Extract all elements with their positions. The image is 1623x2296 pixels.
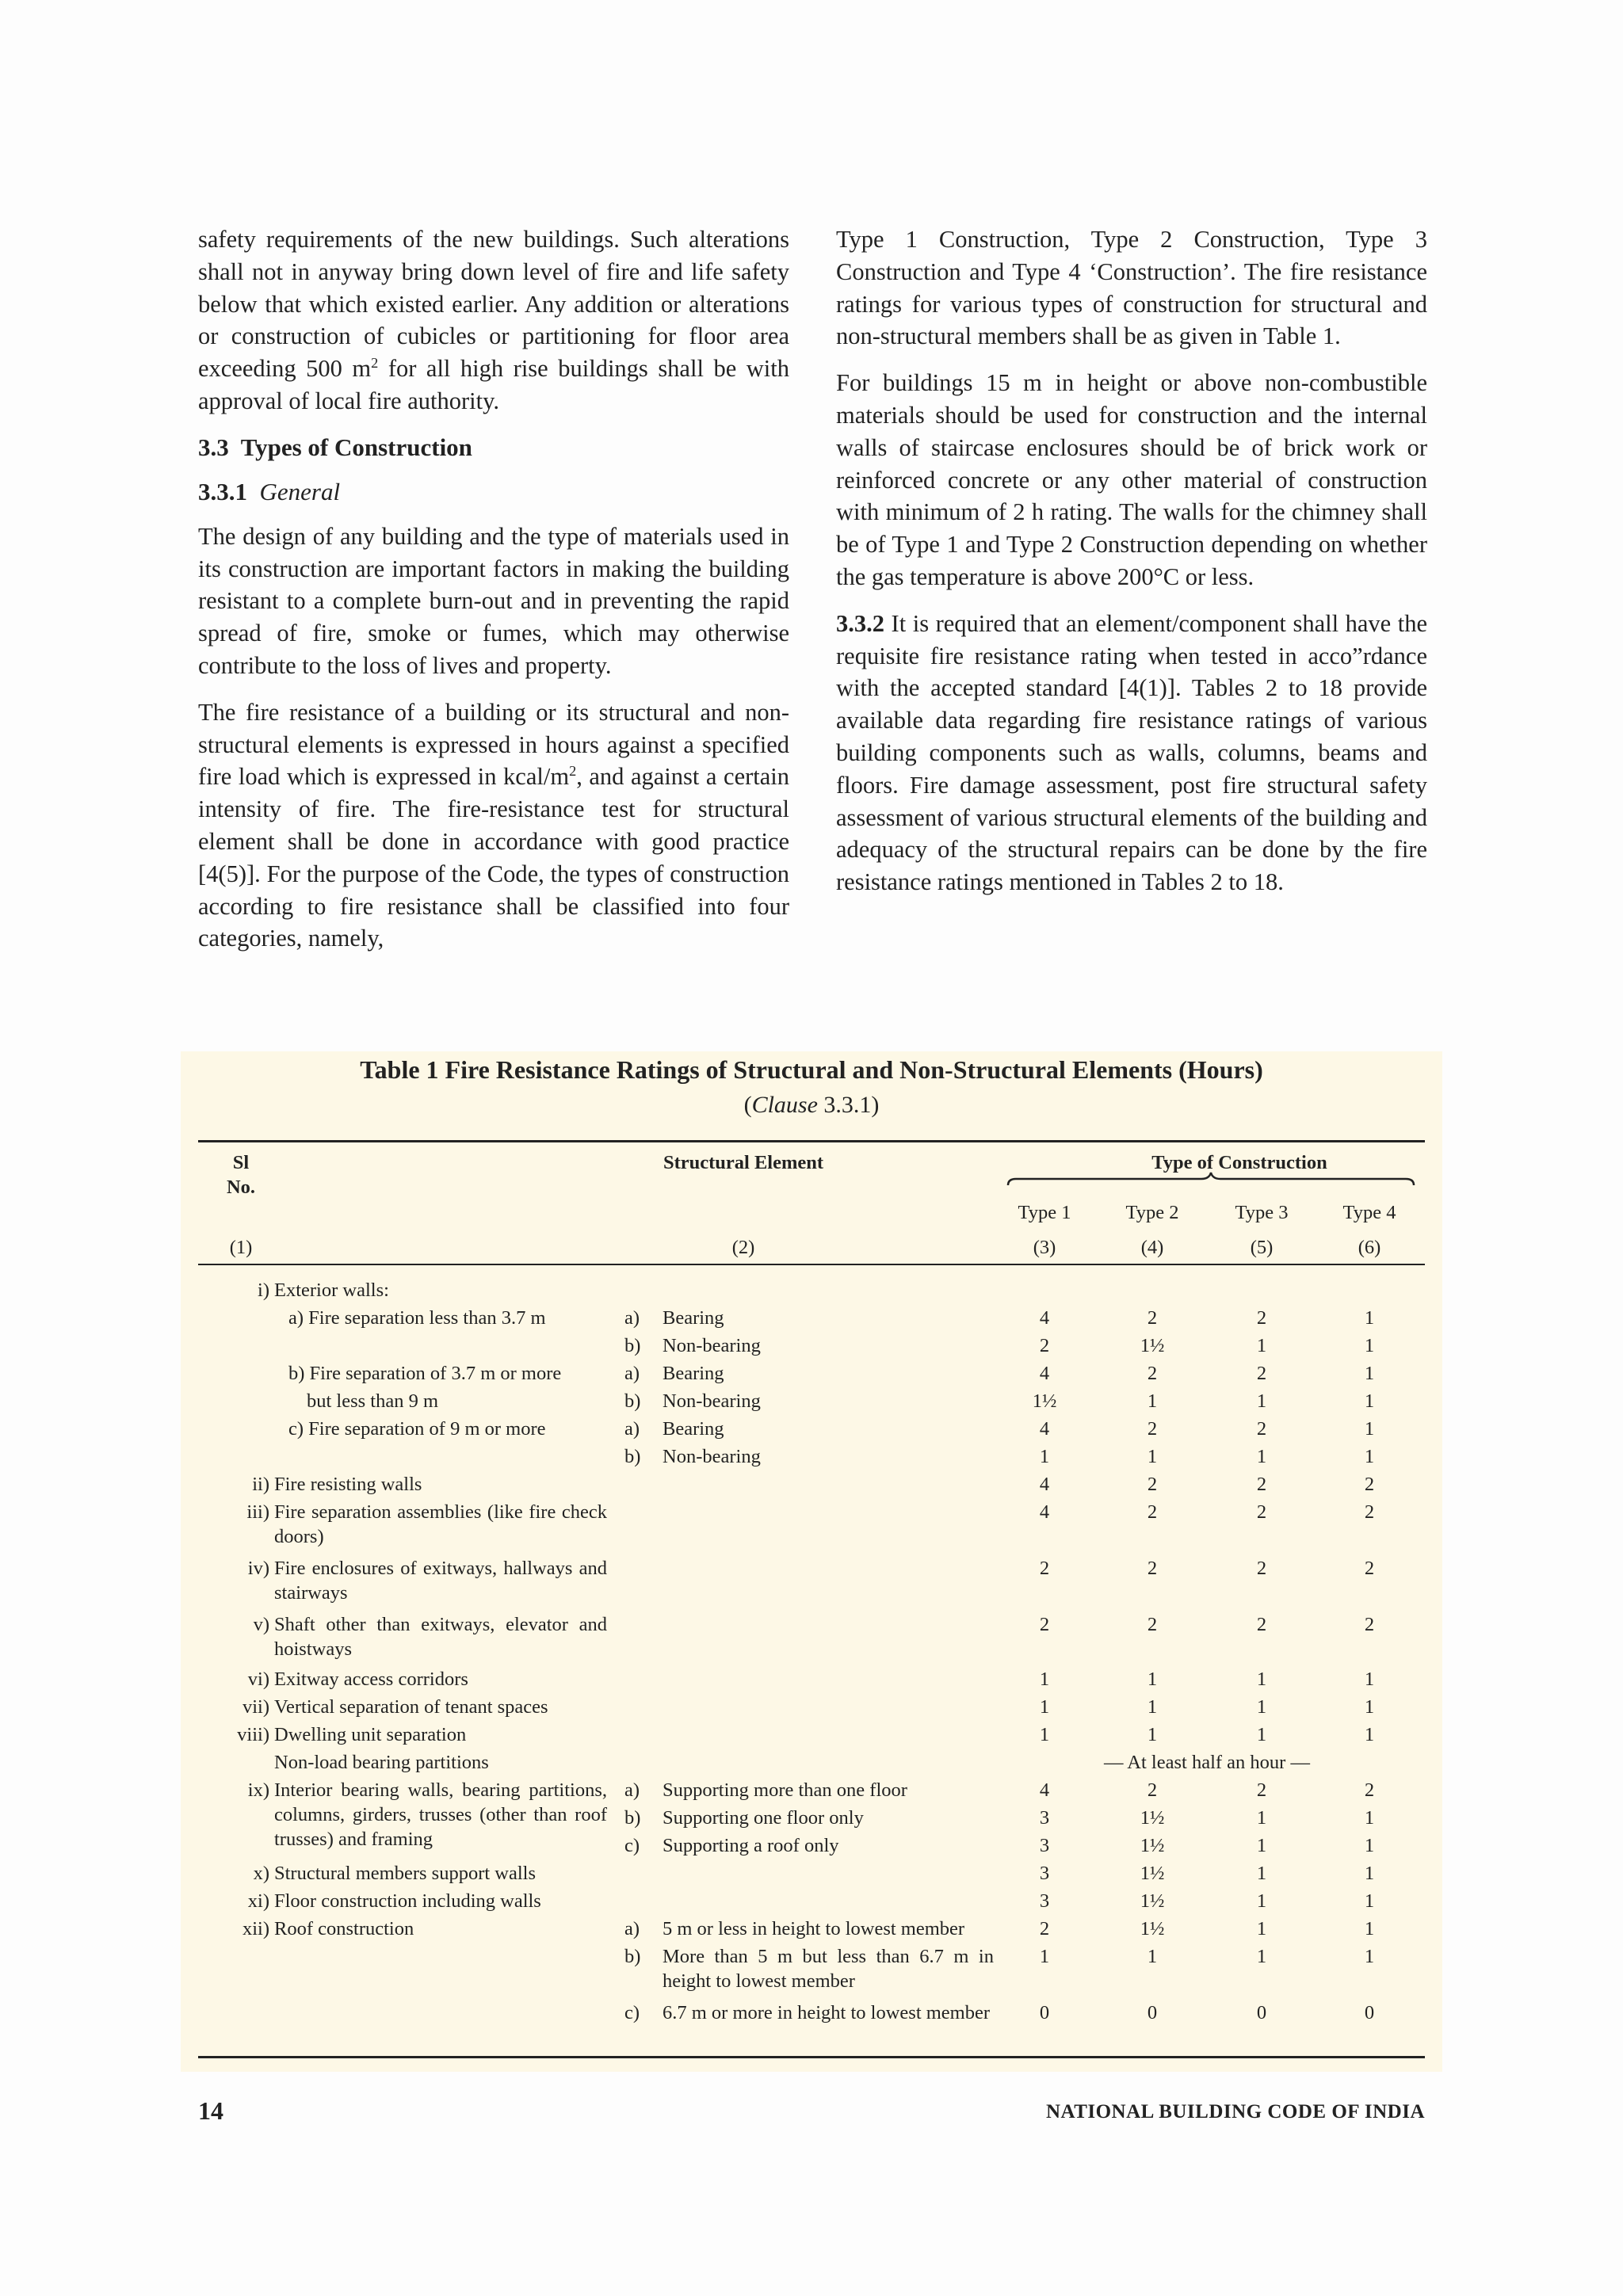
paragraph: safety requirements of the new buildings. Such alterations shall not in anyway bring down level of fire and life safety below that which existed earlier. Any addition or alterations or construction of cubicles or partitioning for floor area exceeding 500 $m^2$ for all high rise buildings shall be with approval of local fire authority. xyxy=(198,226,789,414)
rating-type-1: 2 xyxy=(1039,1558,1050,1579)
table-bottom-rule xyxy=(198,2056,1425,2058)
rating-type-2: 1½ xyxy=(1140,1918,1165,1939)
rating-type-4: 2 xyxy=(1364,1501,1375,1523)
sub-label: b) xyxy=(624,1807,641,1829)
rating-type-3: 1 xyxy=(1256,1390,1267,1412)
rating-type-2: 1 xyxy=(1147,1946,1158,1967)
structural-element: Structural members support walls xyxy=(274,1863,537,1884)
type-2-header: Type 2 xyxy=(1125,1202,1179,1223)
rating-type-4: 1 xyxy=(1364,1807,1375,1829)
structural-element: Floor construction including walls xyxy=(274,1890,541,1912)
sub-element: Supporting a roof only xyxy=(663,1835,839,1856)
rating-type-2: 1 xyxy=(1147,1446,1158,1467)
structural-element: a) Fire separation less than 3.7 m xyxy=(288,1307,546,1329)
rating-type-1: 1 xyxy=(1039,1446,1050,1467)
sub-label: c) xyxy=(624,1835,640,1856)
rating-type-1: 1 xyxy=(1039,1724,1050,1745)
sub-label: b) xyxy=(624,1446,641,1467)
rating-type-3: 1 xyxy=(1256,1669,1267,1690)
rating-type-1: 3 xyxy=(1039,1807,1050,1829)
rating-type-2: 2 xyxy=(1147,1418,1158,1440)
rating-type-2: 1½ xyxy=(1140,1807,1165,1829)
subsection-heading: 3.3.1 General xyxy=(198,477,341,505)
col-number-4: (4) xyxy=(1140,1237,1164,1258)
rating-type-2: 0 xyxy=(1147,2002,1158,2023)
paragraph: The fire resistance of a building or its structural and non-structural elements is expressed in hours against a specified fire load which is expressed in kcal/$m^2$, and against a certain intensity of fire. The fire-resistance test for structural element shall be done in accordance with good practice [4(5)]. For the purpose of the Code, the types of construction according to fire resistance shall be classified into four categories, namely, xyxy=(198,698,789,952)
rating-type-2: 1 xyxy=(1147,1696,1158,1718)
rating-type-3: 2 xyxy=(1256,1614,1267,1635)
rating-type-3: 2 xyxy=(1256,1474,1267,1495)
rating-type-1: 4 xyxy=(1039,1779,1050,1801)
rating-type-1: 2 xyxy=(1039,1614,1050,1635)
rating-type-1: 3 xyxy=(1039,1863,1050,1884)
sub-label: b) xyxy=(624,1335,641,1356)
span-note: — At least half an hour — xyxy=(1104,1752,1310,1773)
rating-type-2: 1 xyxy=(1147,1390,1158,1412)
rating-type-4: 1 xyxy=(1364,1446,1375,1467)
rating-type-4: 1 xyxy=(1364,1696,1375,1718)
rating-type-1: 3 xyxy=(1039,1835,1050,1856)
sub-element: 6.7 m or more in height to lowest member xyxy=(663,2002,991,2023)
rating-type-3: 1 xyxy=(1256,1890,1267,1912)
rating-type-4: 1 xyxy=(1364,1669,1375,1690)
page-number: 14 xyxy=(198,2096,223,2125)
sub-label: c) xyxy=(624,2002,640,2023)
rating-type-2: 1½ xyxy=(1140,1863,1165,1884)
rating-type-4: 1 xyxy=(1364,1724,1375,1745)
sub-label: b) xyxy=(624,1946,641,1967)
rating-type-2: 2 xyxy=(1147,1474,1158,1495)
structural-element: but less than 9 m xyxy=(307,1390,439,1412)
rating-type-3: 2 xyxy=(1256,1418,1267,1440)
structural-element: Shaft other than exitways, elevator and hoistways xyxy=(274,1614,607,1660)
structural-element: Exterior walls: xyxy=(274,1280,389,1301)
paragraph: The design of any building and the type of materials used in its construction are important factors in making the building resistant to a complete burn-out and in preventing the rapid spread of fire, smoke or fumes, which may otherwise contribute to the loss of lives and property. xyxy=(198,522,789,679)
type-3-header: Type 3 xyxy=(1235,1202,1289,1223)
col-number-5: (5) xyxy=(1250,1237,1274,1258)
rating-type-2: 2 xyxy=(1147,1779,1158,1801)
sl-number: x) xyxy=(253,1863,269,1884)
rating-type-3: 1 xyxy=(1256,1335,1267,1356)
structural-element: Dwelling unit separation xyxy=(274,1724,467,1745)
rating-type-1: 2 xyxy=(1039,1335,1050,1356)
rating-type-2: 1½ xyxy=(1140,1890,1165,1912)
sub-label: a) xyxy=(624,1779,640,1801)
rating-type-2: 1 xyxy=(1147,1724,1158,1745)
rating-type-3: 1 xyxy=(1256,1724,1267,1745)
rating-type-1: 0 xyxy=(1039,2002,1050,2023)
structural-element: Roof construction xyxy=(274,1918,414,1939)
rating-type-1: 4 xyxy=(1039,1307,1050,1329)
structural-element: Interior bearing walls, bearing partitions, columns, girders, trusses (other than roof trusses) and framing xyxy=(274,1779,607,1850)
structural-element: Fire resisting walls xyxy=(274,1474,422,1495)
structural-element: Fire separation assemblies (like fire check doors) xyxy=(274,1501,607,1547)
sub-label: a) xyxy=(624,1363,640,1384)
sub-element: More than 5 m but less than 6.7 m in height to lowest member xyxy=(663,1946,994,1992)
rating-type-4: 1 xyxy=(1364,1363,1375,1384)
sl-no-header: Sl No. xyxy=(226,1152,256,1198)
sl-number: iii) xyxy=(246,1501,269,1523)
rating-type-4: 1 xyxy=(1364,1890,1375,1912)
sl-number: xii) xyxy=(242,1918,269,1939)
fire-resistance-table xyxy=(181,1051,1442,2072)
sl-number: vi) xyxy=(247,1669,269,1690)
col-number-2: (2) xyxy=(731,1237,755,1258)
structural-element-header: Structural Element xyxy=(663,1152,824,1173)
rating-type-4: 1 xyxy=(1364,1390,1375,1412)
sub-element: Non-bearing xyxy=(663,1446,761,1467)
rating-type-4: 1 xyxy=(1364,1946,1375,1967)
rating-type-1: 1 xyxy=(1039,1946,1050,1967)
rating-type-3: 2 xyxy=(1256,1363,1267,1384)
left-column xyxy=(198,223,789,969)
section-heading: 3.3 Types of Construction xyxy=(198,433,472,461)
rating-type-1: 4 xyxy=(1039,1418,1050,1440)
rating-type-3: 1 xyxy=(1256,1696,1267,1718)
rating-type-1: 4 xyxy=(1039,1501,1050,1523)
sub-element: 5 m or less in height to lowest member xyxy=(663,1918,965,1939)
table-clause: (Clause 3.3.1) xyxy=(743,1092,880,1118)
rating-type-2: 2 xyxy=(1147,1558,1158,1579)
rating-type-4: 1 xyxy=(1364,1918,1375,1939)
rating-type-3: 0 xyxy=(1256,2002,1267,2023)
rating-type-2: 1½ xyxy=(1140,1335,1165,1356)
structural-element: Non-load bearing partitions xyxy=(274,1752,489,1773)
rating-type-2: 2 xyxy=(1147,1501,1158,1523)
brace-icon xyxy=(1005,1171,1417,1188)
table-header-rule xyxy=(198,1264,1425,1265)
structural-element: Fire enclosures of exitways, hallways and stairways xyxy=(274,1558,607,1604)
type-1-header: Type 1 xyxy=(1018,1202,1071,1223)
rating-type-4: 2 xyxy=(1364,1614,1375,1635)
sl-number: v) xyxy=(253,1614,269,1635)
rating-type-1: 4 xyxy=(1039,1474,1050,1495)
sl-number: xi) xyxy=(247,1890,269,1912)
rating-type-2: 2 xyxy=(1147,1307,1158,1329)
rating-type-3: 1 xyxy=(1256,1863,1267,1884)
sl-number: ii) xyxy=(252,1474,269,1495)
sl-number: iv) xyxy=(247,1558,269,1579)
structural-element: b) Fire separation of 3.7 m or more xyxy=(288,1363,562,1384)
rating-type-1: 4 xyxy=(1039,1363,1050,1384)
rating-type-1: 2 xyxy=(1039,1918,1050,1939)
rating-type-3: 2 xyxy=(1256,1558,1267,1579)
rating-type-2: 2 xyxy=(1147,1614,1158,1635)
sl-number: vii) xyxy=(242,1696,269,1718)
rating-type-3: 1 xyxy=(1256,1807,1267,1829)
table-top-rule xyxy=(198,1140,1425,1142)
sl-number: ix) xyxy=(247,1779,269,1801)
sub-label: a) xyxy=(624,1418,640,1440)
sub-label: a) xyxy=(624,1307,640,1329)
table-title: Table 1 Fire Resistance Ratings of Structural and Non-Structural Elements (Hours) xyxy=(360,1055,1263,1084)
sub-element: Supporting more than one floor xyxy=(663,1779,907,1801)
type-of-construction-header: Type of Construction xyxy=(1151,1152,1327,1173)
sub-element: Non-bearing xyxy=(663,1335,761,1356)
rating-type-4: 2 xyxy=(1364,1558,1375,1579)
sub-element: Bearing xyxy=(663,1363,724,1384)
rating-type-4: 0 xyxy=(1364,2002,1375,2023)
rating-type-4: 2 xyxy=(1364,1779,1375,1801)
structural-element: Exitway access corridors xyxy=(274,1669,468,1690)
sub-element: Bearing xyxy=(663,1418,724,1440)
rating-type-3: 1 xyxy=(1256,1918,1267,1939)
sub-element: Non-bearing xyxy=(663,1390,761,1412)
rating-type-4: 1 xyxy=(1364,1835,1375,1856)
rating-type-1: 1 xyxy=(1039,1669,1050,1690)
rating-type-2: 2 xyxy=(1147,1363,1158,1384)
col-number-3: (3) xyxy=(1033,1237,1056,1258)
paragraph: For buildings 15 m in height or above non-combustible materials should be used for construction and the internal walls of staircase enclosures should be of brick work or reinforced concrete or any other material of construction with minimum of 2 h rating. The walls for the chimney shall be of Type 1 and Type 2 Construction depending on whether the gas temperature is above 200°C or less. xyxy=(836,369,1427,590)
rating-type-3: 1 xyxy=(1256,1446,1267,1467)
sub-element: Supporting one floor only xyxy=(663,1807,864,1829)
paragraph: Type 1 Construction, Type 2 Construction, Type 3 Construction and Type 4 ‘Construction’. The fire resistance ratings for various types of construction for structural and non-structural members shall be as given in Table 1. xyxy=(836,226,1427,350)
rating-type-4: 1 xyxy=(1364,1307,1375,1329)
rating-type-3: 2 xyxy=(1256,1501,1267,1523)
rating-type-1: 1½ xyxy=(1032,1390,1057,1412)
rating-type-1: 1 xyxy=(1039,1696,1050,1718)
sub-label: b) xyxy=(624,1390,641,1412)
rating-type-2: 1½ xyxy=(1140,1835,1165,1856)
paragraph: 3.3.2 It is required that an element/component shall have the requisite fire resistance rating when tested in acco”rdance with the accepted standard [4(1)]. Tables 2 to 18 provide available data regarding fire resistance ratings of various building components such as walls, columns, beams and floors. Fire damage assessment, post fire structural safety assessment of various structural elements of the building and adequacy of the structural repairs can be done by the fire resistance ratings mentioned in Tables 2 to 18. xyxy=(836,609,1427,896)
structural-element: c) Fire separation of 9 m or more xyxy=(288,1418,546,1440)
rating-type-4: 1 xyxy=(1364,1418,1375,1440)
rating-type-3: 2 xyxy=(1256,1779,1267,1801)
sl-number: i) xyxy=(258,1280,269,1301)
structural-element: Vertical separation of tenant spaces xyxy=(274,1696,548,1718)
sub-label: a) xyxy=(624,1918,640,1939)
rating-type-4: 2 xyxy=(1364,1474,1375,1495)
sub-element: Bearing xyxy=(663,1307,724,1329)
rating-type-3: 2 xyxy=(1256,1307,1267,1329)
type-4-header: Type 4 xyxy=(1342,1202,1396,1223)
rating-type-3: 1 xyxy=(1256,1946,1267,1967)
rating-type-4: 1 xyxy=(1364,1335,1375,1356)
rating-type-4: 1 xyxy=(1364,1863,1375,1884)
rating-type-1: 3 xyxy=(1039,1890,1050,1912)
right-column xyxy=(836,223,1427,913)
sl-number: viii) xyxy=(237,1724,269,1745)
rating-type-2: 1 xyxy=(1147,1669,1158,1690)
col-number-6: (6) xyxy=(1358,1237,1381,1258)
col-number-1: (1) xyxy=(229,1237,253,1258)
footer-title: NATIONAL BUILDING CODE OF INDIA xyxy=(1045,2101,1425,2122)
rating-type-3: 1 xyxy=(1256,1835,1267,1856)
